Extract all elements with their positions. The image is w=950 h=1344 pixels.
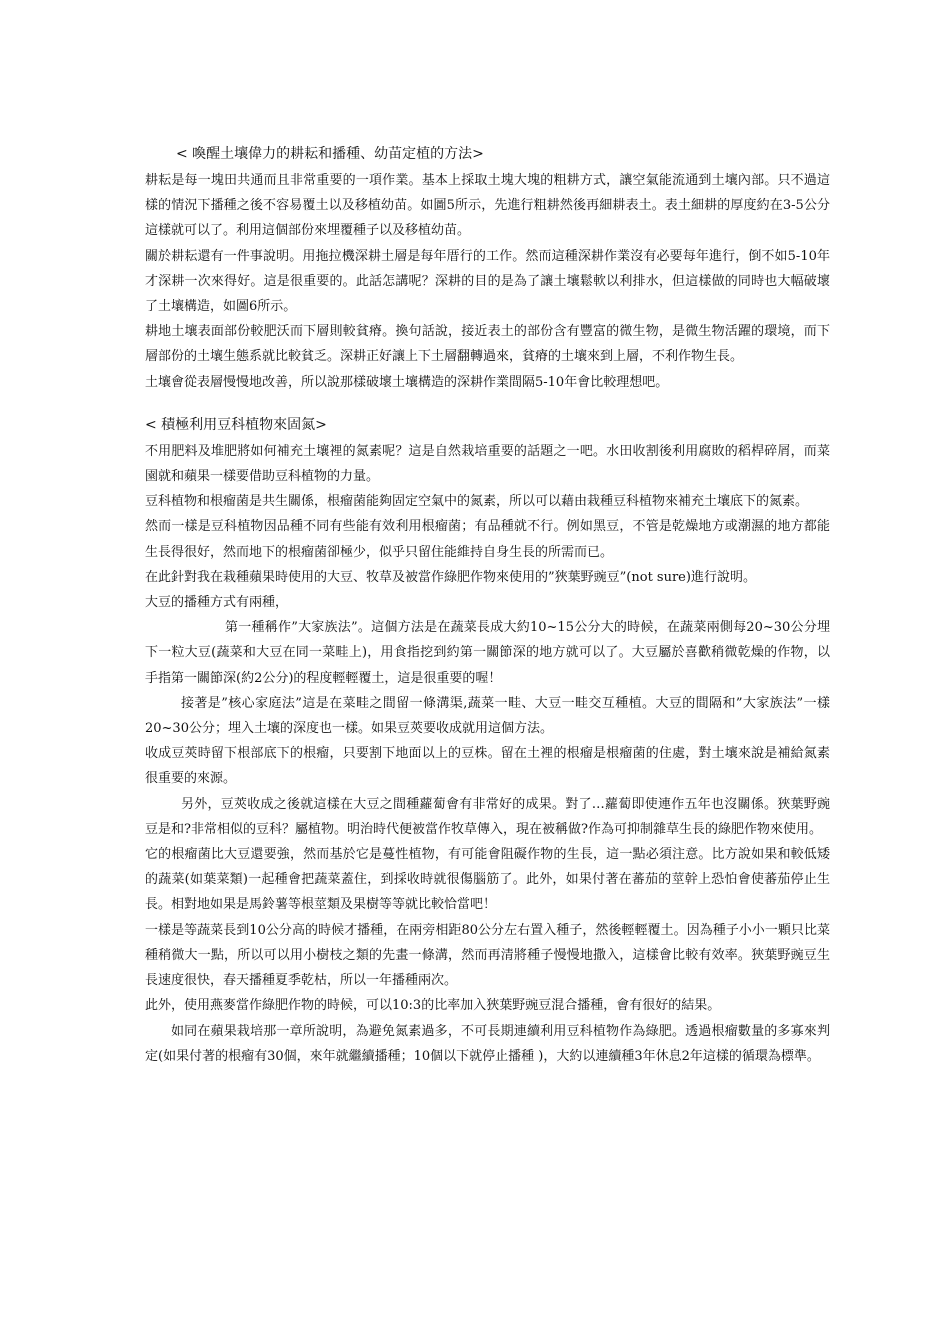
paragraph: 在此針對我在栽種蘋果時使用的大豆、牧草及被當作綠肥作物來使用的”狹葉野豌豆”(not sure)進行說明。 — [145, 569, 756, 585]
paragraph: 另外，豆莢收成之後就這樣在大豆之間種蘿蔔會有非常好的成果。對了…蘿蔔即使連作五年也沒關係。狹葉野豌豆是和?非常相似的豆科？屬植物。明治時代便被當作牧草傳入，現在被稱做?作為可抑制雜草生長的綠肥作物來使用。 — [145, 796, 830, 837]
paragraph: 一樣是等蔬菜長到10公分高的時候才播種，在兩旁相距80公分左右置入種子，然後輕輕覆土。因為種子小小一顆只比菜種稍微大一點，所以可以用小樹枝之類的先畫一條溝，然而再清將種子慢慢地撒入，這樣會比較有效率。狹葉野豌豆生長速度很快，春天播種夏季乾枯，所以一年播種兩次。 — [145, 922, 830, 989]
paragraph: 然而一樣是豆科植物因品種不同有些能有效利用根瘤菌；有品種就不行。例如黑豆，不管是乾燥地方或潮濕的地方都能生長得很好，然而地下的根瘤菌卻極少，似乎只留住能維持自身生長的所需而已。 — [145, 519, 830, 560]
paragraph: 耕地土壤表面部份較肥沃而下層則較貧瘠。換句話說，接近表土的部份含有豐富的微生物，是微生物活躍的環境，而下層部份的土壤生態系就比較貧乏。深耕正好讓上下土層翻轉過來，貧瘠的土壤來到上層，不利作物生長。 — [145, 324, 830, 365]
paragraph: 第一種稱作”大家族法”。這個方法是在蔬菜長成大約10~15公分大的時候，在蔬菜兩側每20~30公分埋下一粒大豆(蔬菜和大豆在同一菜畦上)，用食指挖到約第一關節深的地方就可以了。大豆屬於喜歡稍微乾燥的作物，以手指第一關節深(約2公分)的程度輕輕覆土，這是很重要的喔！ — [145, 620, 830, 686]
paragraph: 關於耕耘還有一件事說明。用拖拉機深耕土層是每年厝行的工作。然而這種深耕作業沒有必要每年進行，倒不如5-10年才深耕一次來得好。這是很重要的。此話怎講呢？深耕的目的是為了讓土壤鬆軟以利排水，但這樣做的同時也大幅破壞了土壤構造，如圖6所示。 — [145, 248, 830, 315]
paragraph: 土壤會從表層慢慢地改善，所以說那樣破壞土壤構造的深耕作業間隔5-10年會比較理想吧。 — [145, 374, 669, 390]
document-body — [145, 140, 830, 1069]
paragraph: 收成豆莢時留下根部底下的根瘤，只要割下地面以上的豆株。留在土裡的根瘤是根瘤菌的住處，對土壤來說是補給氮素很重要的來源。 — [145, 746, 830, 787]
paragraph: 豆科植物和根瘤菌是共生關係，根瘤菌能夠固定空氣中的氮素，所以可以藉由栽種豆科植物來補充土壤底下的氮素。 — [145, 494, 809, 510]
paragraph: 如同在蘋果栽培那一章所說明，為避免氮素過多，不可長期連續利用豆科植物作為綠肥。透過根瘤數量的多寡來判定(如果付著的根瘤有30個，來年就繼續播種；10個以下就停止播種 )，大約以連續種3年休息2年這樣的循環為標準。 — [145, 1023, 830, 1064]
paragraph: 不用肥料及堆肥將如何補充土壤裡的氮素呢？這是自然栽培重要的話題之一吧。水田收割後利用腐敗的稻桿碎屑，而菜園就和蘋果一樣要借助豆科植物的力量。 — [145, 443, 830, 485]
paragraph: 此外，使用燕麥當作綠肥作物的時候，可以10:3的比率加入狹葉野豌豆混合播種，會有很好的結果。 — [145, 998, 721, 1014]
paragraph: 耕耘是每一塊田共通而且非常重要的一項作業。基本上採取土塊大塊的粗耕方式，讓空氣能流通到土壤內部。只不過這樣的情況下播種之後不容易覆土以及移植幼苗。如圖5所示，先進行粗耕然後再細耕表土。表土細耕的厚度約在3-5公分這樣就可以了。利用這個部份來埋覆種子以及移植幼苗。 — [145, 173, 830, 239]
section-heading-tillage: < 喚醒土壤偉力的耕耘和播種、幼苗定植的方法> — [176, 146, 484, 162]
section-heading-legumes: < 積極利用豆科植物來固氮> — [145, 416, 327, 433]
paragraph: 大豆的播種方式有兩種， — [145, 595, 289, 611]
paragraph: 接著是”核心家庭法”這是在菜畦之間留一條溝渠,蔬菜一畦、大豆一畦交互種植。大豆的間隔和”大家族法”一樣20~30公分；埋入土壤的深度也一樣。如果豆莢要收成就用這個方法。 — [145, 695, 830, 737]
paragraph: 它的根瘤菌比大豆還要強，然而基於它是蔓性植物，有可能會阻礙作物的生長，這一點必須注意。比方說如果和較低矮的蔬菜(如葉菜類)一起種會把蔬菜蓋住，到採收時就很傷腦筋了。此外，如果付著在蕃茄的莖幹上恐怕會使蕃茄停止生長。相對地如果是馬鈴薯等根莖類及果樹等等就比較恰當吧！ — [145, 847, 830, 913]
